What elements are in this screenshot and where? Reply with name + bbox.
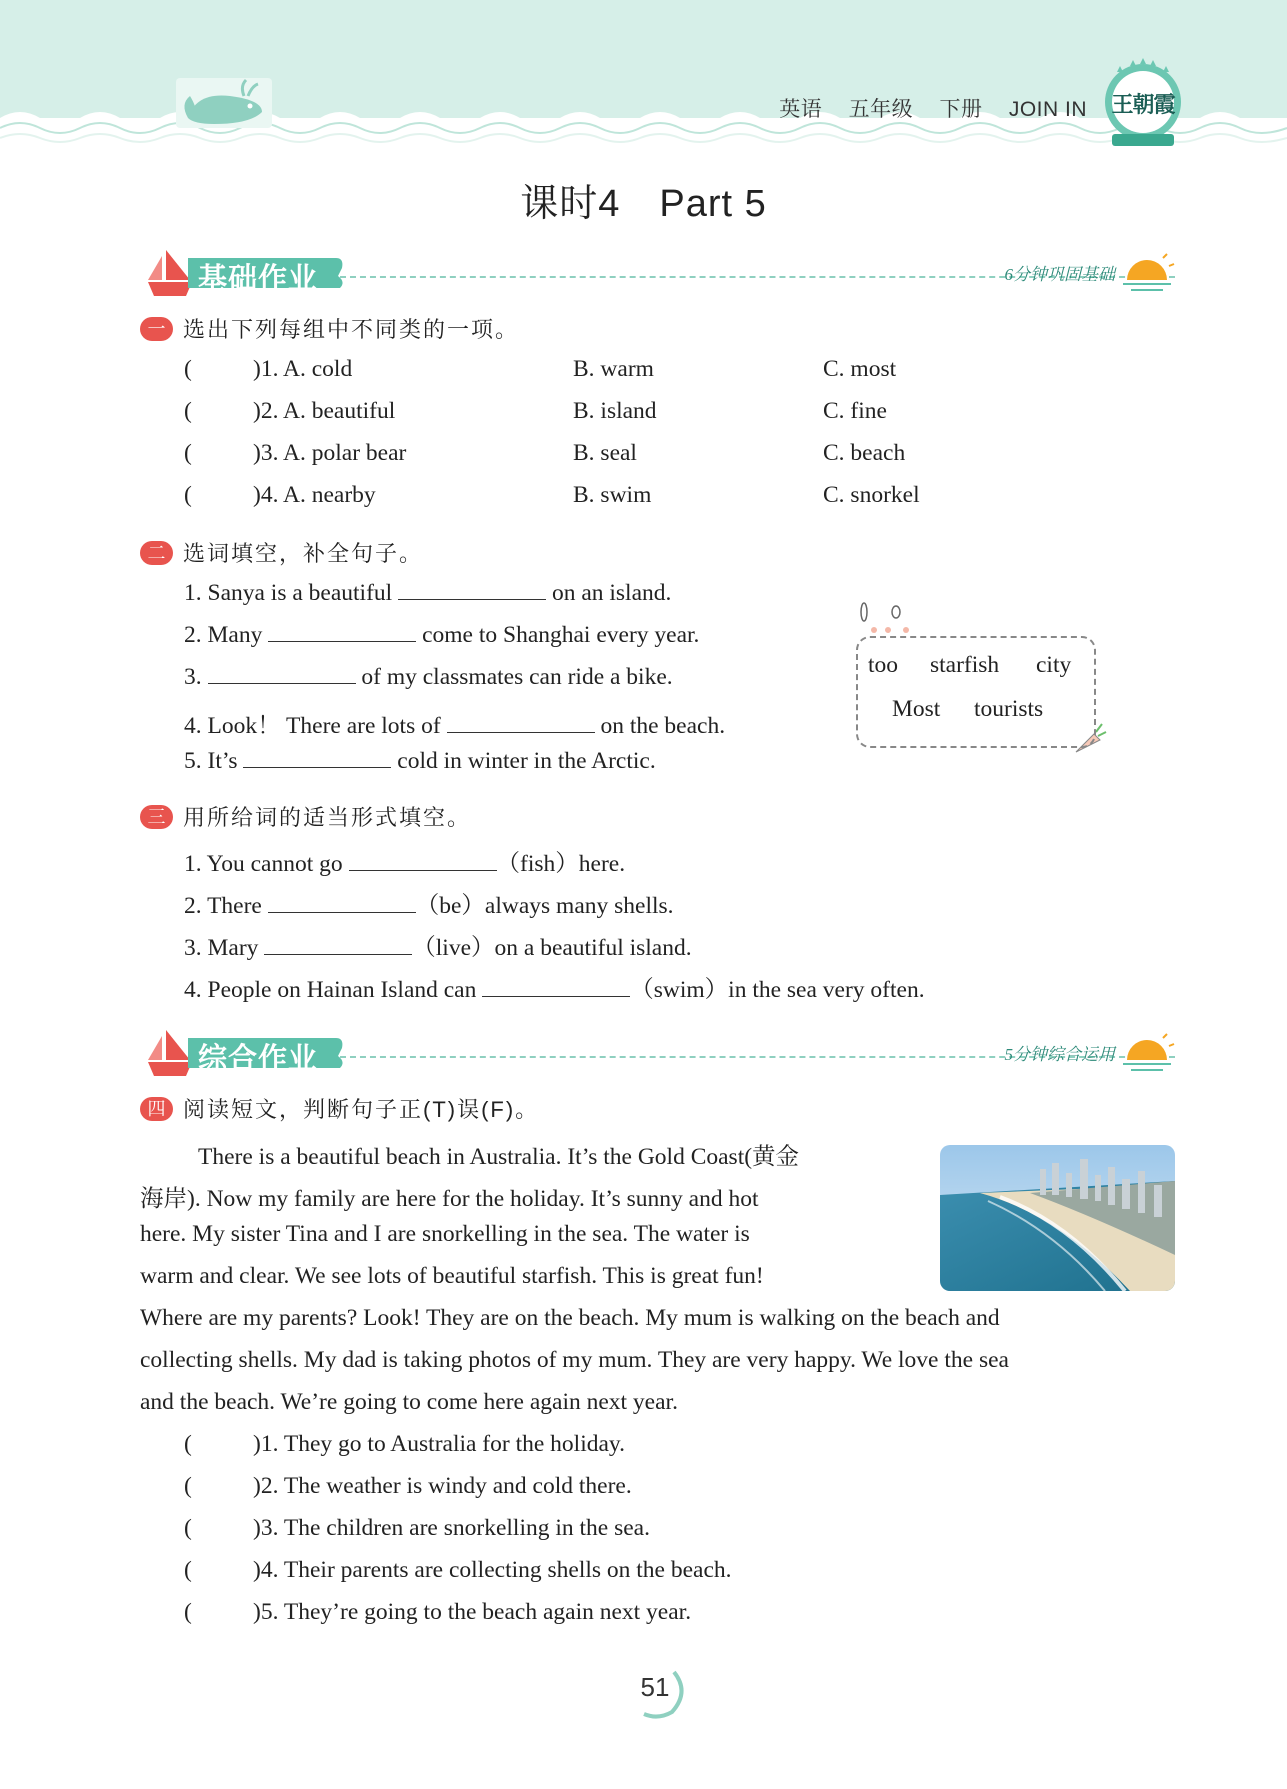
- section-comprehensive-title: 综合作业: [198, 1043, 319, 1075]
- header-subject: 英语: [779, 98, 823, 121]
- answer-paren[interactable]: (: [184, 440, 192, 466]
- ex2-item: [184, 664, 673, 691]
- fill-blank[interactable]: [268, 623, 416, 642]
- ex2-item-post: come to Shanghai every year.: [422, 622, 700, 648]
- word-option: city: [1036, 652, 1072, 678]
- fill-blank[interactable]: [447, 714, 595, 733]
- fill-blank[interactable]: [264, 936, 412, 955]
- ex1-heading: [140, 313, 519, 343]
- section-comprehensive-timer: 5分钟综合运用: [1004, 1045, 1115, 1064]
- fill-blank[interactable]: [398, 581, 546, 600]
- ex1-option-b: B. island: [573, 398, 657, 424]
- ex2-item-post: on the beach.: [600, 713, 726, 739]
- fill-blank[interactable]: [243, 749, 391, 768]
- ex3-item-post: （live）on a beautiful island.: [412, 935, 692, 961]
- section-basic-title: 基础作业: [198, 263, 319, 295]
- ex2-item: [184, 580, 671, 607]
- ex2-item-pre: 5. It’s: [184, 748, 238, 774]
- judge-statement: )1. They go to Australia for the holiday.: [253, 1431, 626, 1457]
- ex1-option-b: B. swim: [573, 482, 652, 508]
- ex3-instruction: 用所给词的适当形式填空。: [183, 805, 472, 830]
- ex1-option-a: )1. A. cold: [253, 356, 353, 382]
- header-volume: 下册: [939, 98, 983, 121]
- ex2-item-pre: 2. Many: [184, 622, 263, 648]
- ex1-option-c: C. snorkel: [823, 482, 920, 508]
- passage-line: warm and clear. We see lots of beautiful starfish. This is great fun!: [140, 1263, 764, 1289]
- ex1-option-a: )2. A. beautiful: [253, 398, 396, 424]
- ex1-instruction: 选出下列每组中不同类的一项。: [183, 317, 520, 342]
- ex2-item-post: on an island.: [551, 580, 672, 606]
- ex1-badge: 一: [140, 317, 173, 341]
- ex3-item-pre: 4. People on Hainan Island can: [184, 977, 477, 1003]
- passage-line: There is a beautiful beach in Australia. It’s the Gold Coast(黄金: [198, 1144, 800, 1170]
- ex2-item: [184, 706, 725, 740]
- ex2-heading: [140, 537, 423, 567]
- header-edition: JOIN IN: [1008, 98, 1087, 121]
- passage-line: collecting shells. My dad is taking photos of my mum. They are very happy. We love the sea: [140, 1347, 1009, 1373]
- passage-line: Where are my parents? Look! They are on the beach. My mum is walking on the beach and: [140, 1305, 1000, 1331]
- ex2-item: [184, 622, 699, 649]
- ex3-item-post: （be）always many shells.: [415, 893, 674, 919]
- ex1-option-c: C. beach: [823, 440, 906, 466]
- answer-paren[interactable]: (: [184, 1557, 192, 1583]
- section-comprehensive-header: [140, 1026, 1175, 1082]
- page-number: 51: [640, 1672, 670, 1702]
- ex2-instruction: 选词填空，补全句子。: [183, 541, 424, 566]
- judge-statement: )3. The children are snorkelling in the sea.: [253, 1515, 650, 1541]
- section-basic-header: [140, 246, 1175, 302]
- ex2-item-pre: 3.: [184, 664, 202, 690]
- ex3-item-pre: 1. You cannot go: [184, 851, 343, 877]
- header-grade: 五年级: [848, 98, 914, 121]
- sunset-icon: [1119, 1030, 1175, 1076]
- ex2-item-pre: 1. Sanya is a beautiful: [184, 580, 393, 606]
- ex3-badge: 三: [140, 805, 173, 829]
- brand-name: 王朝霞: [1111, 92, 1175, 117]
- ex1-option-a: )4. A. nearby: [253, 482, 376, 508]
- ex1-option-c: C. most: [823, 356, 897, 382]
- answer-paren[interactable]: (: [184, 1599, 192, 1625]
- judge-statement: )4. Their parents are collecting shells on the beach.: [253, 1557, 732, 1583]
- answer-paren[interactable]: (: [184, 398, 192, 424]
- header-meta: [759, 93, 1087, 123]
- ex3-item: [184, 970, 925, 1004]
- ex3-item: [184, 928, 692, 962]
- answer-paren[interactable]: (: [184, 1431, 192, 1457]
- ex3-item: [184, 886, 674, 920]
- word-option: too: [868, 652, 899, 678]
- ex2-item-post: of my classmates can ride a bike.: [361, 664, 673, 690]
- ex1-option-a: )3. A. polar bear: [253, 440, 407, 466]
- ex1-option-b: B. warm: [573, 356, 654, 382]
- passage-line: here. My sister Tina and I are snorkelling in the sea. The water is: [140, 1221, 750, 1247]
- answer-paren[interactable]: (: [184, 1473, 192, 1499]
- ex3-item: [184, 844, 625, 878]
- ex2-item: [184, 748, 656, 775]
- section-basic-timer: 6分钟巩固基础: [1004, 265, 1115, 284]
- passage-line: and the beach. We’re going to come here again next year.: [140, 1389, 678, 1415]
- answer-paren[interactable]: (: [184, 482, 192, 508]
- whale-icon: [176, 78, 272, 128]
- fill-blank[interactable]: [208, 665, 356, 684]
- header-band: [0, 0, 1287, 150]
- ex3-heading: [140, 801, 471, 831]
- word-box: [856, 636, 1096, 748]
- fill-blank[interactable]: [268, 894, 416, 913]
- passage-line: 海岸). Now my family are here for the holiday. It’s sunny and hot: [140, 1186, 759, 1212]
- page-title: 课时4 Part 5: [520, 183, 767, 225]
- ex3-item-post: （fish）here.: [496, 851, 626, 877]
- sunset-icon: [1119, 250, 1175, 296]
- fill-blank[interactable]: [349, 852, 497, 871]
- rabbit-doodle-icon: [844, 600, 924, 640]
- ex1-option-b: B. seal: [573, 440, 637, 466]
- gold-coast-photo: [940, 1145, 1175, 1291]
- brand-logo: [1100, 56, 1186, 150]
- word-option: starfish: [930, 652, 1000, 678]
- fill-blank[interactable]: [482, 978, 630, 997]
- ex4-heading: [140, 1093, 539, 1123]
- ex2-item-pre: 4. Look！ There are lots of: [184, 713, 441, 739]
- ex3-item-post: （swim）in the sea very often.: [630, 977, 925, 1003]
- answer-paren[interactable]: (: [184, 356, 192, 382]
- ex3-item-pre: 3. Mary: [184, 935, 259, 961]
- answer-paren[interactable]: (: [184, 1515, 192, 1541]
- ex4-badge: 四: [140, 1097, 173, 1121]
- ex2-badge: 二: [140, 541, 173, 565]
- ex1-option-c: C. fine: [823, 398, 887, 424]
- ex3-item-pre: 2. There: [184, 893, 262, 919]
- judge-statement: )5. They’re going to the beach again next year.: [253, 1599, 692, 1625]
- word-option: Most: [892, 696, 941, 722]
- word-option: tourists: [974, 696, 1044, 722]
- ex2-item-post: cold in winter in the Arctic.: [397, 748, 656, 774]
- ex4-instruction: 阅读短文，判断句子正(T)误(F)。: [183, 1097, 540, 1122]
- judge-statement: )2. The weather is windy and cold there.: [253, 1473, 632, 1499]
